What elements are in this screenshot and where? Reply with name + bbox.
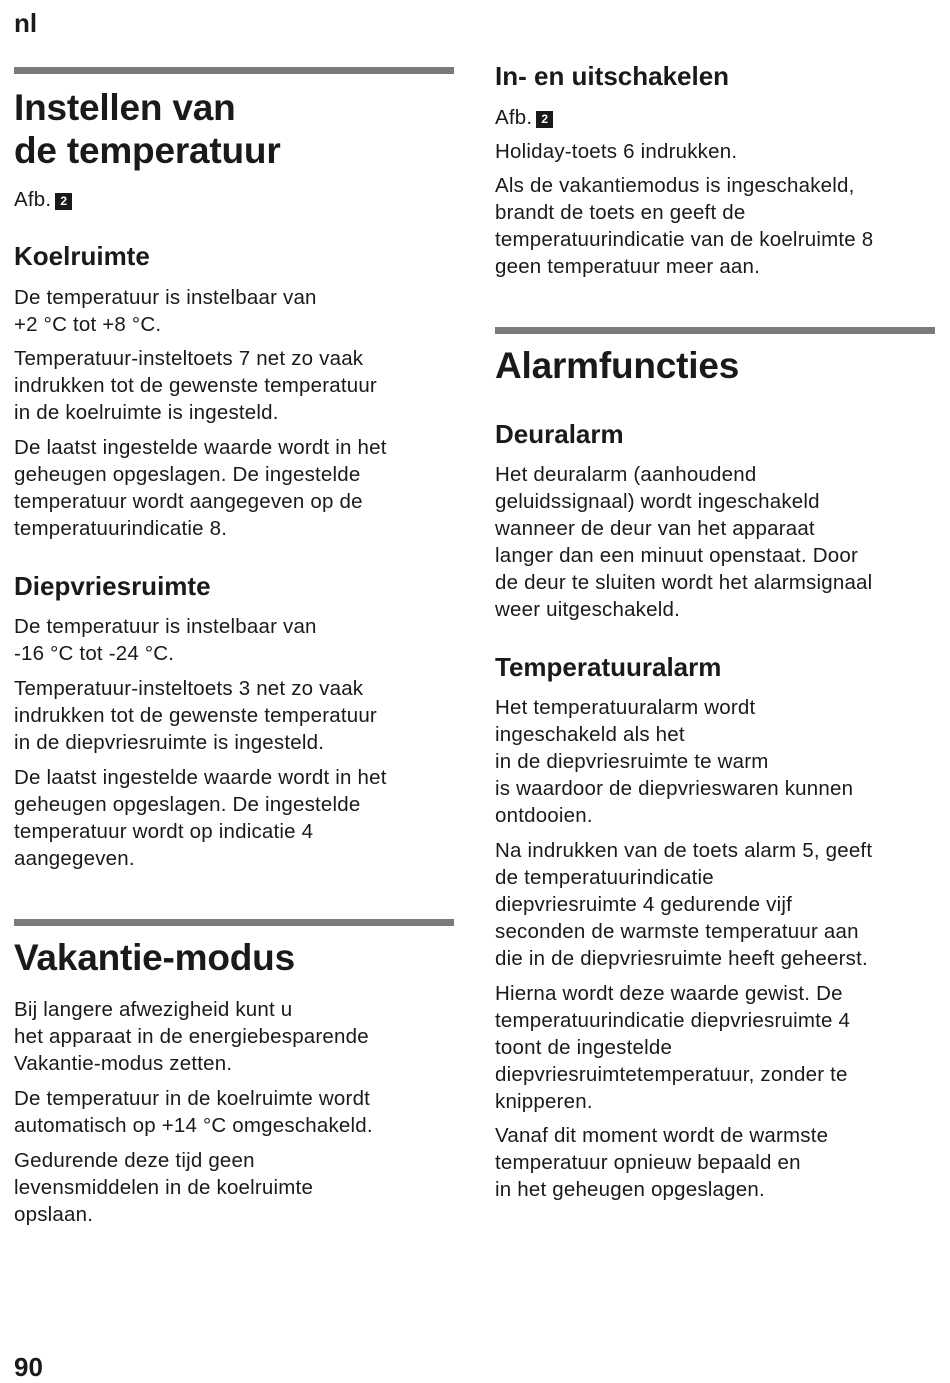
paragraph <box>14 996 454 1077</box>
text-line: temperatuur wordt op indicatie 4 <box>14 820 314 843</box>
text-line: Als de vakantiemodus is ingeschakeld, <box>495 174 855 197</box>
heading-temperatuuralarm: Temperatuuralarm <box>495 652 722 682</box>
text-line: diepvriesruimtetemperatuur, zonder te <box>495 1063 848 1086</box>
section-divider <box>14 67 454 74</box>
text-line: indrukken tot de gewenste temperatuur <box>14 704 377 727</box>
paragraph <box>495 1122 935 1203</box>
afb-label: Afb. <box>14 188 52 211</box>
figure-number-badge: 2 <box>55 193 72 210</box>
text-line: geheugen opgeslagen. De ingestelde <box>14 463 361 486</box>
text-line: Bij langere afwezigheid kunt u <box>14 998 293 1021</box>
paragraph <box>495 172 935 280</box>
text-line: ontdooien. <box>495 804 593 827</box>
text-line: De temperatuur is instelbaar van <box>14 286 317 309</box>
paragraph <box>495 980 935 1115</box>
page-number: 90 <box>14 1352 43 1382</box>
section-title-alarmfuncties: Alarmfuncties <box>495 345 740 386</box>
text-line: brandt de toets en geeft de <box>495 201 746 224</box>
text-line: Vanaf dit moment wordt de warmste <box>495 1124 829 1147</box>
text-line: Temperatuur-insteltoets 3 net zo vaak <box>14 677 364 700</box>
text-line: in de diepvriesruimte te warm <box>495 750 769 773</box>
text-line: automatisch op +14 °C omgeschakeld. <box>14 1114 373 1137</box>
text-line: Holiday-toets 6 indrukken. <box>495 140 738 163</box>
text-line: temperatuur wordt aangegeven op de <box>14 490 363 513</box>
text-line: De temperatuur in de koelruimte wordt <box>14 1087 371 1110</box>
text-line: geluidssignaal) wordt ingeschakeld <box>495 490 820 513</box>
text-line: aangegeven. <box>14 847 135 870</box>
text-line: opslaan. <box>14 1203 94 1226</box>
text-line: temperatuur opnieuw bepaald en <box>495 1151 801 1174</box>
text-line: Temperatuur-insteltoets 7 net zo vaak <box>14 347 364 370</box>
text-line: Het temperatuuralarm wordt <box>495 696 756 719</box>
section-title-vakantie: Vakantie-modus <box>14 937 295 978</box>
section-title-temperature <box>14 86 454 172</box>
text-line: +2 °C tot +8 °C. <box>14 313 162 336</box>
text-line: wanneer de deur van het apparaat <box>495 517 815 540</box>
text-line: de deur te sluiten wordt het alarmsignaal <box>495 571 873 594</box>
paragraph <box>495 138 935 165</box>
heading-deuralarm: Deuralarm <box>495 419 624 449</box>
text-line: ingeschakeld als het <box>495 723 685 746</box>
text-line: levensmiddelen in de koelruimte <box>14 1176 314 1199</box>
title-line: Instellen van <box>14 87 236 128</box>
figure-reference <box>14 186 454 213</box>
paragraph <box>14 613 454 667</box>
text-line: weer uitgeschakeld. <box>495 598 680 621</box>
paragraph <box>14 284 454 338</box>
heading-in-uitschakelen: In- en uitschakelen <box>495 61 730 91</box>
text-line: geheugen opgeslagen. De ingestelde <box>14 793 361 816</box>
paragraph <box>14 1085 454 1139</box>
text-line: knipperen. <box>495 1090 593 1113</box>
text-line: langer dan een minuut openstaat. Door <box>495 544 858 567</box>
text-line: indrukken tot de gewenste temperatuur <box>14 374 377 397</box>
text-line: temperatuurindicatie diepvriesruimte 4 <box>495 1009 851 1032</box>
paragraph <box>14 1147 454 1228</box>
text-line: is waardoor de diepvrieswaren kunnen <box>495 777 854 800</box>
text-line: Vakantie-modus zetten. <box>14 1052 233 1075</box>
text-line: Na indrukken van de toets alarm 5, geeft <box>495 839 873 862</box>
text-line: Gedurende deze tijd geen <box>14 1149 255 1172</box>
text-line: de temperatuurindicatie <box>495 866 714 889</box>
language-code: nl <box>14 8 38 38</box>
paragraph <box>495 837 935 972</box>
text-line: in de diepvriesruimte is ingesteld. <box>14 731 325 754</box>
text-line: Het deuralarm (aanhoudend <box>495 463 757 486</box>
text-line: De temperatuur is instelbaar van <box>14 615 317 638</box>
text-line: in de koelruimte is ingesteld. <box>14 401 279 424</box>
afb-label: Afb. <box>495 106 533 129</box>
text-line: diepvriesruimte 4 gedurende vijf <box>495 893 792 916</box>
paragraph <box>14 345 454 426</box>
section-divider <box>495 327 935 334</box>
text-line: temperatuurindicatie van de koelruimte 8 <box>495 228 874 251</box>
text-line: De laatst ingestelde waarde wordt in het <box>14 766 387 789</box>
figure-number-badge: 2 <box>536 111 553 128</box>
paragraph <box>495 461 935 623</box>
section-divider <box>14 919 454 926</box>
paragraph <box>14 675 454 756</box>
text-line: seconden de warmste temperatuur aan <box>495 920 859 943</box>
text-line: het apparaat in de energiebesparende <box>14 1025 369 1048</box>
figure-reference <box>495 104 935 131</box>
text-line: De laatst ingestelde waarde wordt in het <box>14 436 387 459</box>
text-line: toont de ingestelde <box>495 1036 673 1059</box>
paragraph <box>495 694 935 829</box>
title-line: de temperatuur <box>14 130 281 171</box>
text-line: geen temperatuur meer aan. <box>495 255 761 278</box>
heading-koelruimte: Koelruimte <box>14 241 150 271</box>
text-line: Hierna wordt deze waarde gewist. De <box>495 982 843 1005</box>
heading-diepvriesruimte: Diepvriesruimte <box>14 571 211 601</box>
text-line: -16 °C tot -24 °C. <box>14 642 175 665</box>
paragraph <box>14 764 454 872</box>
text-line: in het geheugen opgeslagen. <box>495 1178 765 1201</box>
text-line: temperatuurindicatie 8. <box>14 517 228 540</box>
text-line: die in de diepvriesruimte heeft geheerst. <box>495 947 868 970</box>
paragraph <box>14 434 454 542</box>
